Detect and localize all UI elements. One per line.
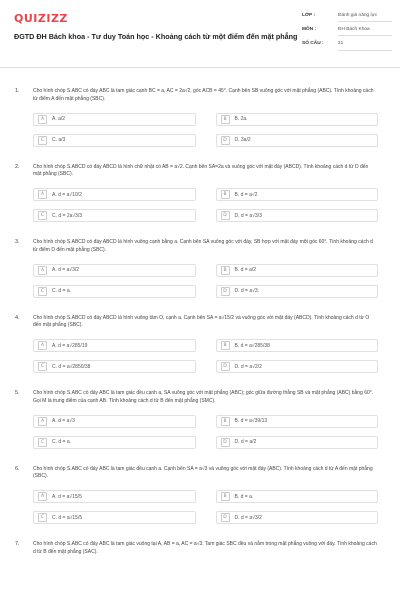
meta-key: SỐ CÂU : xyxy=(302,41,324,47)
meta-subject xyxy=(302,27,392,36)
option-text: A. d = a√10/2 xyxy=(52,191,82,198)
option-letter: D xyxy=(221,136,230,145)
answer-option-d[interactable] xyxy=(216,209,379,222)
option-text: D. d = a√3/2 xyxy=(234,514,262,521)
answer-option-d[interactable] xyxy=(216,134,379,147)
option-text: C. d = a√2850/38 xyxy=(52,363,91,370)
answer-option-d[interactable] xyxy=(216,436,379,449)
answer-options xyxy=(33,415,378,449)
option-text: B. d = a/2 xyxy=(234,267,257,273)
option-letter: A xyxy=(38,190,47,199)
question-number: 7. xyxy=(15,541,20,547)
answer-options xyxy=(33,113,378,147)
answer-option-a[interactable] xyxy=(33,490,196,503)
option-letter: B xyxy=(221,492,230,501)
answer-option-c[interactable] xyxy=(33,209,196,222)
answer-option-a[interactable] xyxy=(33,415,196,428)
answer-option-b[interactable] xyxy=(216,415,379,428)
option-text: C. d = a. xyxy=(52,439,72,445)
option-letter: B xyxy=(221,115,230,124)
question-number: 4. xyxy=(15,314,20,321)
option-letter: A xyxy=(38,492,47,501)
option-text: B. d = a√39/13 xyxy=(234,418,268,424)
option-letter: C xyxy=(38,362,47,371)
option-text: D. d = a√3. xyxy=(234,288,260,294)
option-text: B. d = a. xyxy=(234,493,254,500)
option-text: C. d = a√15/5 xyxy=(52,514,83,521)
answer-options xyxy=(33,188,378,222)
question-text: Cho hình chóp S.ABCD có đáy ABCD là hình chữ nhật có AB = a√2. Cạnh bên SA=2a và vuông góc với mặt đáy (ABCD). Tính khoảng cách d từ D đến mặt phẳng (SBC). xyxy=(33,163,369,178)
meta-key: MÔN : xyxy=(302,27,317,33)
answer-option-d[interactable] xyxy=(216,285,379,298)
question-text: Cho hình chóp S.ABC có đáy ABC là tam giác cạnh BC = a, AC = 2a√2, góc ACB = 45°. Cạnh bên SB vuông góc với mặt phẳng (ABC). Tính khoảng cách từ điểm A đến mặt phẳng (SBC). xyxy=(33,88,374,102)
option-letter: B xyxy=(221,266,230,275)
answer-option-c[interactable] xyxy=(33,511,196,524)
question xyxy=(0,88,400,147)
meta-value: 21 xyxy=(338,41,392,50)
question-number: 3. xyxy=(15,239,20,245)
question-number: 5. xyxy=(15,390,20,396)
answer-option-a[interactable] xyxy=(33,188,196,201)
option-letter: C xyxy=(38,438,47,447)
question-number: 6. xyxy=(15,465,20,472)
option-text: A. d = a√3/2 xyxy=(52,267,80,273)
option-letter: D xyxy=(221,211,230,220)
option-text: B. d = a√285/38 xyxy=(234,342,270,349)
question xyxy=(0,164,400,223)
option-letter: C xyxy=(38,136,47,145)
answer-option-a[interactable] xyxy=(33,339,196,352)
meta-value: ĐH Bách Khoa xyxy=(338,27,392,36)
answer-option-c[interactable] xyxy=(33,436,196,449)
answer-options xyxy=(33,339,378,373)
answer-option-a[interactable] xyxy=(33,264,196,277)
option-letter: A xyxy=(38,341,47,350)
option-text: A. d = a√285/19 xyxy=(52,342,88,349)
question xyxy=(0,315,400,374)
answer-option-b[interactable] xyxy=(216,264,379,277)
question xyxy=(0,390,400,449)
worksheet-meta xyxy=(302,13,392,56)
question-text: Cho hình chóp S.ABCD có đáy ABCD là hình vuông cạnh bằng a. Cạnh bên SA vuông góc với đáy, SB hợp với mặt đáy một góc 60°. Tính khoảng cách d từ điểm D đến mặt phẳng (SBC). xyxy=(33,239,373,253)
option-letter: D xyxy=(221,438,230,447)
option-text: C. d = 2a√3/3 xyxy=(52,212,83,219)
answer-option-c[interactable] xyxy=(33,134,196,147)
answer-options xyxy=(33,490,378,524)
option-letter: D xyxy=(221,287,230,296)
answer-option-b[interactable] xyxy=(216,188,379,201)
meta-question-count xyxy=(302,41,392,50)
option-letter: B xyxy=(221,417,230,426)
option-text: D. d = a√2/2 xyxy=(234,363,262,370)
worksheet-title: ĐGTD ĐH Bách khoa - Tư duy Toán học - Khoảng cách từ một điểm đến mặt phẳng xyxy=(14,32,298,41)
answer-option-c[interactable] xyxy=(33,285,196,298)
meta-class xyxy=(302,13,392,22)
question-text: Cho hình chóp S.ABC có đáy ABC là tam giác đều cạnh a, SA vuông góc với mặt phẳng (ABC); góc giữa đường thẳng SB và mặt phẳng (ABC) bằng 60°. Gọi M là trung điểm của cạnh AB. Tính khoảng cách d từ B đến mặt phẳng (SMC). xyxy=(33,390,374,404)
answer-option-b[interactable] xyxy=(216,113,379,126)
option-letter: D xyxy=(221,362,230,371)
option-letter: A xyxy=(38,266,47,275)
meta-value: Đánh giá năng lực xyxy=(338,13,392,22)
question xyxy=(0,541,400,557)
option-letter: A xyxy=(38,115,47,124)
answer-option-b[interactable] xyxy=(216,339,379,352)
option-letter: C xyxy=(38,211,47,220)
question xyxy=(0,239,400,298)
option-text: A. d = a√3 xyxy=(52,418,75,424)
question-text: Cho hình chóp S.ABC có đáy ABC là tam giác vuông tại A, AB = a, AC = a√3. Tam giác SBC đều và nằm trong mặt phẳng vuông với đáy. Tính khoảng cách d từ B đến mặt phẳng (SAC). xyxy=(33,541,377,555)
option-text: C. d = a. xyxy=(52,288,72,294)
option-text: D. 3a/2 xyxy=(234,137,251,143)
answer-options xyxy=(33,264,378,298)
option-text: D. d = a/2 xyxy=(234,439,257,445)
answer-option-d[interactable] xyxy=(216,511,379,524)
option-letter: A xyxy=(38,417,47,426)
meta-key: LỚP : xyxy=(302,13,316,18)
question-number: 1. xyxy=(15,88,20,94)
question-number: 2. xyxy=(15,163,20,170)
option-letter: B xyxy=(221,190,230,199)
question xyxy=(0,466,400,525)
quizizz-logo: QUIZIZZ xyxy=(14,12,68,25)
answer-option-c[interactable] xyxy=(33,360,196,373)
option-text: A. a/2 xyxy=(52,116,66,122)
answer-option-a[interactable] xyxy=(33,113,196,126)
question-list xyxy=(0,88,400,574)
option-text: A. d = a√15/5 xyxy=(52,493,82,500)
option-text: B. d = a√2 xyxy=(234,191,258,198)
option-letter: C xyxy=(38,287,47,296)
question-text: Cho hình chóp S.ABCD có đáy ABCD là hình vuông tâm O, cạnh a. Cạnh bên SA = a√15/2 và vuông góc với mặt đáy (ABCD). Tính khoảng cách d từ O đến mặt phẳng (SBC). xyxy=(33,314,370,329)
question-text: Cho hình chóp S.ABC có đáy ABC là tam giác đều cạnh a. Cạnh bên SA = a√3 và vuông góc với mặt đáy (ABC). Tính khoảng cách d từ A đến mặt phẳng (SBC). xyxy=(33,465,373,480)
answer-option-d[interactable] xyxy=(216,360,379,373)
option-letter: C xyxy=(38,513,47,522)
option-letter: B xyxy=(221,341,230,350)
option-text: B. 2a. xyxy=(234,116,248,122)
worksheet-header xyxy=(0,0,400,68)
option-text: C. a/3 xyxy=(52,137,66,143)
answer-option-b[interactable] xyxy=(216,490,379,503)
option-text: D. d = a√3/3 xyxy=(234,212,262,219)
option-letter: D xyxy=(221,513,230,522)
